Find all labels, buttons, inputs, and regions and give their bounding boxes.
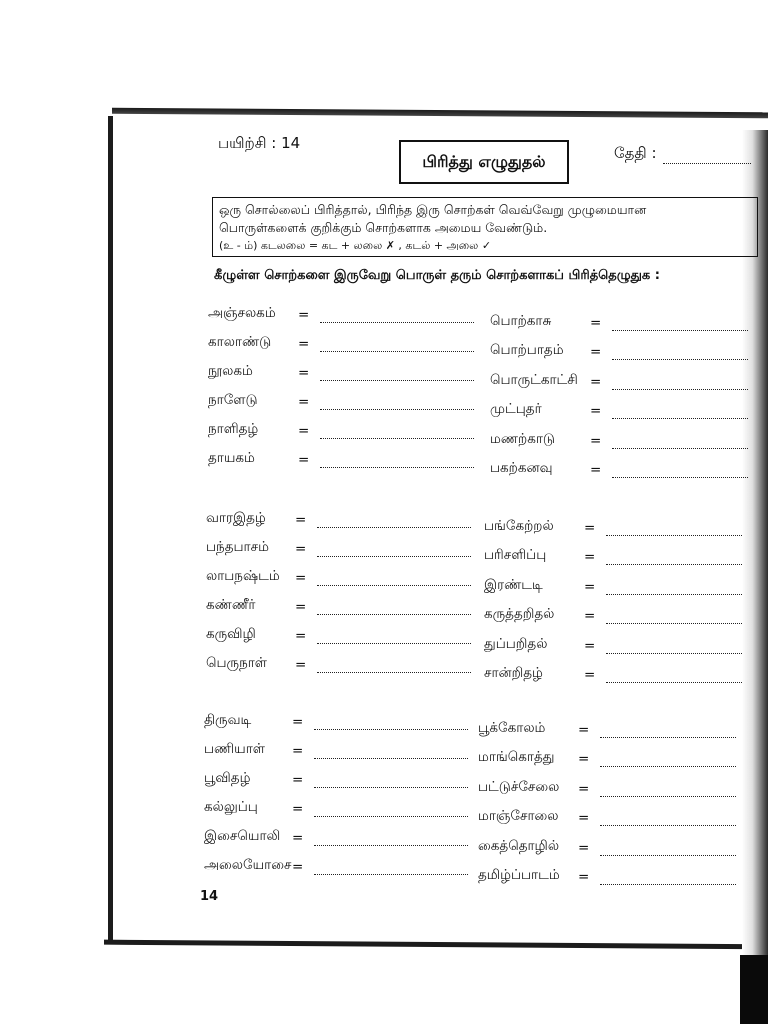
- answer-blank[interactable]: [600, 845, 736, 856]
- compound-word: பங்கேற்றல்: [484, 518, 554, 534]
- answer-blank[interactable]: [314, 777, 468, 788]
- equals-sign: =: [292, 743, 304, 759]
- answer-blank[interactable]: [600, 874, 736, 885]
- answer-blank[interactable]: [600, 727, 736, 738]
- instruction-text: கீழுள்ள சொற்களை இருவேறு பொருள் தரும் சொற்களாகப் பிரித்தெழுதுக :: [214, 268, 660, 283]
- exercise-row-left: [206, 537, 471, 557]
- compound-word: பகற்கனவு: [490, 460, 553, 476]
- compound-word: பணியாள்: [204, 741, 265, 757]
- equals-sign: =: [590, 432, 602, 449]
- answer-blank[interactable]: [606, 525, 742, 536]
- page-edge-top: [112, 108, 768, 119]
- compound-word: கல்லுப்பு: [204, 799, 258, 815]
- date-blank: [663, 151, 751, 164]
- equals-sign: =: [298, 307, 310, 323]
- equals-sign: =: [584, 667, 596, 683]
- answer-blank[interactable]: [600, 756, 736, 767]
- compound-word: மாங்கொத்து: [478, 749, 555, 766]
- answer-blank[interactable]: [314, 864, 468, 875]
- equals-sign: =: [292, 772, 304, 788]
- exercise-row-right: [478, 747, 736, 767]
- answer-blank[interactable]: [317, 546, 471, 557]
- exercise-row-right: [484, 575, 742, 595]
- equals-sign: =: [578, 839, 590, 856]
- answer-blank[interactable]: [606, 643, 742, 654]
- compound-word: பொற்பாதம்: [490, 342, 564, 359]
- answer-blank[interactable]: [612, 408, 748, 419]
- exercise-row-left: [204, 739, 468, 759]
- exercise-row-right: [490, 429, 748, 449]
- compound-word: காலாண்டு: [208, 334, 272, 350]
- answer-blank[interactable]: [606, 613, 742, 624]
- compound-word: திருவடி: [204, 712, 252, 728]
- equals-sign: =: [295, 657, 307, 673]
- answer-blank[interactable]: [317, 633, 471, 644]
- answer-blank[interactable]: [320, 312, 474, 323]
- answer-blank[interactable]: [317, 575, 471, 586]
- answer-blank[interactable]: [317, 517, 471, 528]
- compound-word: இரண்டடி: [484, 576, 543, 593]
- answer-blank[interactable]: [600, 786, 736, 797]
- equals-sign: =: [292, 801, 304, 817]
- compound-word: நாளேடு: [208, 392, 258, 408]
- compound-word: பந்தபாசம்: [206, 539, 269, 555]
- exercise-row-left: [206, 508, 471, 528]
- compound-word: அஞ்சலகம்: [208, 305, 276, 321]
- answer-blank[interactable]: [320, 457, 474, 468]
- compound-word: மணற்காடு: [490, 430, 555, 447]
- equals-sign: =: [584, 608, 596, 625]
- date-label: தேதி :: [614, 144, 657, 162]
- compound-word: லாபநஷ்டம்: [206, 568, 280, 584]
- page-title-box: [399, 140, 569, 184]
- equals-sign: =: [584, 578, 596, 595]
- exercise-row-right: [484, 604, 742, 624]
- page-edge-left: [108, 116, 113, 942]
- exercise-row-left: [208, 419, 474, 439]
- equals-sign: =: [578, 869, 590, 885]
- answer-blank[interactable]: [612, 438, 748, 449]
- equals-sign: =: [298, 336, 310, 352]
- answer-blank[interactable]: [612, 467, 748, 478]
- compound-word: தமிழ்ப்பாடம்: [478, 867, 560, 883]
- equals-sign: =: [298, 394, 310, 410]
- page-edge-bottom: [104, 940, 768, 950]
- answer-blank[interactable]: [314, 806, 468, 817]
- equals-sign: =: [298, 452, 310, 468]
- exercise-row-right: [484, 634, 742, 654]
- exercise-row-left: [208, 448, 474, 468]
- equals-sign: =: [292, 830, 304, 846]
- answer-blank[interactable]: [612, 349, 748, 360]
- equals-sign: =: [292, 714, 304, 730]
- answer-blank[interactable]: [320, 428, 474, 439]
- equals-sign: =: [584, 637, 596, 654]
- answer-blank[interactable]: [317, 662, 471, 673]
- exercise-row-left: [208, 303, 474, 323]
- compound-word: பொருட்காட்சி: [490, 371, 578, 388]
- answer-blank[interactable]: [600, 815, 736, 826]
- answer-blank[interactable]: [320, 399, 474, 410]
- equals-sign: =: [584, 549, 596, 566]
- answer-blank[interactable]: [606, 672, 742, 683]
- equals-sign: =: [578, 722, 590, 738]
- exercise-row-right: [490, 340, 748, 360]
- exercise-row-right: [490, 370, 748, 390]
- exercise-label: பயிற்சி : 14: [218, 134, 301, 152]
- equals-sign: =: [295, 512, 307, 528]
- answer-blank[interactable]: [320, 370, 474, 381]
- equals-sign: =: [292, 859, 304, 875]
- answer-blank[interactable]: [606, 584, 742, 595]
- exercise-row-left: [206, 653, 471, 673]
- compound-word: நாளிதழ்: [208, 421, 259, 437]
- exercise-row-left: [208, 332, 474, 352]
- compound-word: மாஞ்சோலை: [478, 808, 559, 825]
- exercise-row-right: [484, 663, 742, 683]
- date-field: [614, 144, 751, 164]
- exercise-row-left: [204, 855, 468, 875]
- exercise-row-left: [206, 566, 471, 586]
- exercise-row-right: [484, 516, 742, 536]
- equals-sign: =: [295, 541, 307, 557]
- equals-sign: =: [295, 570, 307, 586]
- exercise-row-right: [490, 399, 748, 419]
- page-shadow-corner: [740, 955, 768, 1024]
- compound-word: வாரஇதழ்: [206, 510, 266, 526]
- exercise-row-right: [478, 836, 736, 856]
- compound-word: பூவிதழ்: [204, 770, 251, 786]
- page-shadow-right: [742, 130, 768, 1024]
- rule-box: [212, 197, 758, 257]
- compound-word: பொற்காசு: [490, 313, 552, 329]
- answer-blank[interactable]: [606, 554, 742, 565]
- answer-blank[interactable]: [314, 835, 468, 846]
- compound-word: நூலகம்: [208, 363, 253, 379]
- exercise-row-left: [204, 826, 468, 846]
- rule-line-1: ஒரு சொல்லைப் பிரித்தால், பிரிந்த இரு சொற்கள் வெவ்வேறு முழுமையான: [219, 202, 647, 217]
- equals-sign: =: [590, 403, 602, 420]
- answer-blank[interactable]: [612, 320, 748, 331]
- equals-sign: =: [298, 365, 310, 381]
- equals-sign: =: [590, 373, 602, 390]
- compound-word: பரிசளிப்பு: [484, 547, 547, 564]
- compound-word: பூக்கோலம்: [478, 720, 546, 736]
- exercise-row-left: [204, 768, 468, 788]
- compound-word: கண்ணீர்: [206, 597, 256, 613]
- exercise-row-right: [490, 458, 748, 478]
- equals-sign: =: [295, 628, 307, 644]
- exercise-row-left: [208, 390, 474, 410]
- equals-sign: =: [590, 462, 602, 478]
- compound-word: பட்டுச்சேலை: [478, 778, 560, 795]
- exercise-row-right: [478, 718, 736, 738]
- equals-sign: =: [578, 810, 590, 827]
- answer-blank[interactable]: [317, 604, 471, 615]
- equals-sign: =: [590, 315, 602, 331]
- exercise-row-right: [484, 545, 742, 565]
- equals-sign: =: [584, 520, 596, 536]
- compound-word: இசையொலி: [204, 828, 281, 844]
- equals-sign: =: [298, 423, 310, 439]
- exercise-row-left: [204, 710, 468, 730]
- rule-example: (உ - ம்) கடலலை = கட + லலை ✗ , கடல் + அலை ✓: [219, 239, 492, 252]
- compound-word: கைத்தொழில்: [478, 837, 560, 854]
- compound-word: அலையோசை: [204, 857, 292, 873]
- rule-line-2: பொருள்களைக் குறிக்கும் சொற்களாக அமைய வேண்டும்.: [219, 220, 548, 235]
- exercise-row-right: [478, 777, 736, 797]
- compound-word: துப்பறிதல்: [484, 635, 548, 652]
- compound-word: தாயகம்: [208, 450, 255, 466]
- exercise-row-left: [208, 361, 474, 381]
- answer-blank[interactable]: [314, 719, 468, 730]
- compound-word: பெருநாள்: [206, 655, 267, 671]
- exercise-row-left: [206, 624, 471, 644]
- exercise-row-right: [490, 311, 748, 331]
- page-title: பிரித்து எழுதுதல்: [422, 151, 546, 171]
- answer-blank[interactable]: [320, 341, 474, 352]
- equals-sign: =: [578, 780, 590, 797]
- exercise-row-left: [206, 595, 471, 615]
- page-number: 14: [200, 889, 219, 904]
- equals-sign: =: [590, 344, 602, 361]
- compound-word: கருத்தறிதல்: [484, 606, 555, 623]
- exercise-row-left: [204, 797, 468, 817]
- answer-blank[interactable]: [314, 748, 468, 759]
- exercise-row-right: [478, 865, 736, 885]
- answer-blank[interactable]: [612, 379, 748, 390]
- compound-word: கருவிழி: [206, 626, 256, 642]
- equals-sign: =: [578, 751, 590, 768]
- exercise-row-right: [478, 806, 736, 826]
- equals-sign: =: [295, 599, 307, 615]
- compound-word: முட்புதர்: [490, 401, 542, 418]
- compound-word: சான்றிதழ்: [484, 665, 543, 681]
